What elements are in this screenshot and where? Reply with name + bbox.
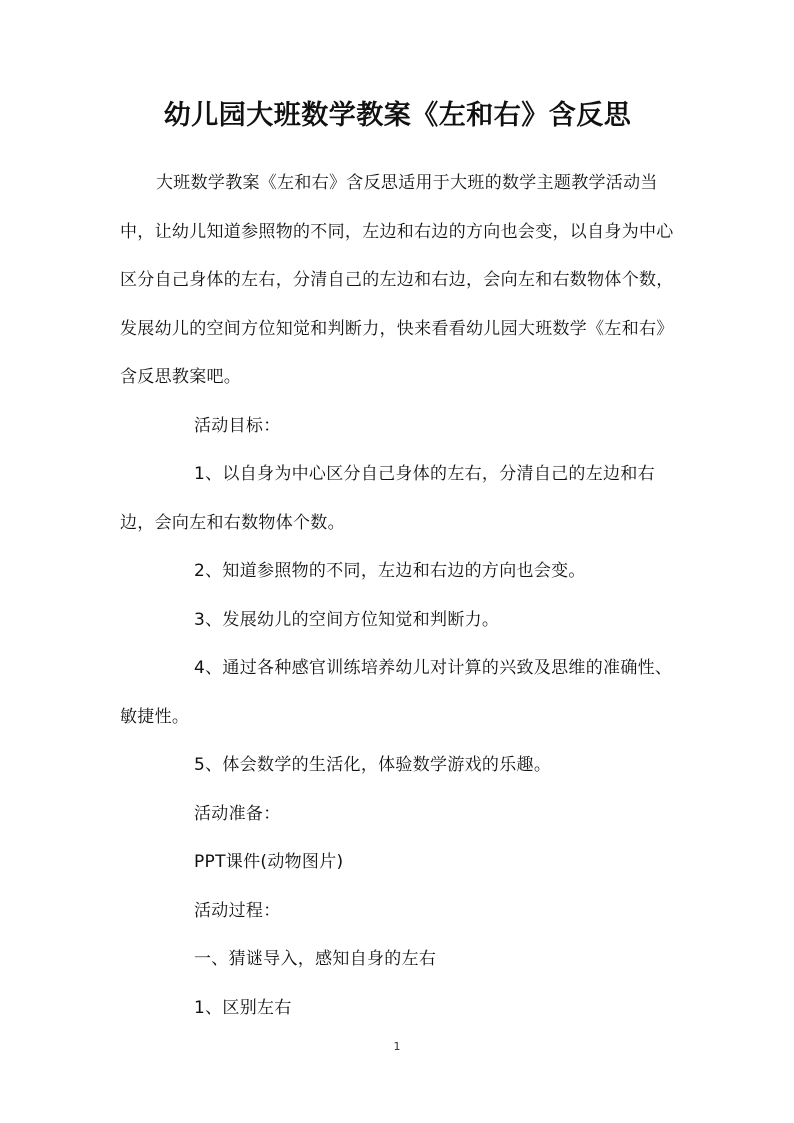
process-step-1: 1、区别左右 xyxy=(194,997,292,1018)
page-number: 1 xyxy=(393,1040,401,1053)
document-title: 幼儿园大班数学教案《左和右》含反思 xyxy=(163,100,632,131)
document-body xyxy=(120,159,680,1032)
intro-paragraph: 大班数学教案《左和右》含反思适用于大班的数学主题教学活动当中，让幼儿知道参照物的不同，左边和右边的方向也会变，以自身为中心区分自己身体的左右，分清自己的左边和右边，会向左和右数物体个数，发展幼儿的空间方位知觉和判断力，快来看看幼儿园大班数学《左和右》含反思教案吧。 xyxy=(120,173,674,387)
process-heading: 活动过程： xyxy=(194,900,281,921)
prep-item: PPT课件(动物图片) xyxy=(194,852,344,872)
goals-heading: 活动目标： xyxy=(194,415,281,436)
goal-item-4: 4、通过各种感官训练培养幼儿对计算的兴致及思维的准确性、敏捷性。 xyxy=(120,658,673,727)
process-section-1: 一、猜谜导入，感知自身的左右 xyxy=(194,949,437,969)
goal-item-2: 2、知道参照物的不同，左边和右边的方向也会变。 xyxy=(194,561,586,581)
goal-item-3: 3、发展幼儿的空间方位知觉和判断力。 xyxy=(194,609,500,630)
goal-item-5: 5、体会数学的生活化，体验数学游戏的乐趣。 xyxy=(194,755,552,775)
prep-heading: 活动准备： xyxy=(194,803,281,824)
goal-item-1: 1、以自身为中心区分自己身体的左右，分清自己的左边和右边，会向左和右数物体个数。 xyxy=(120,464,655,533)
